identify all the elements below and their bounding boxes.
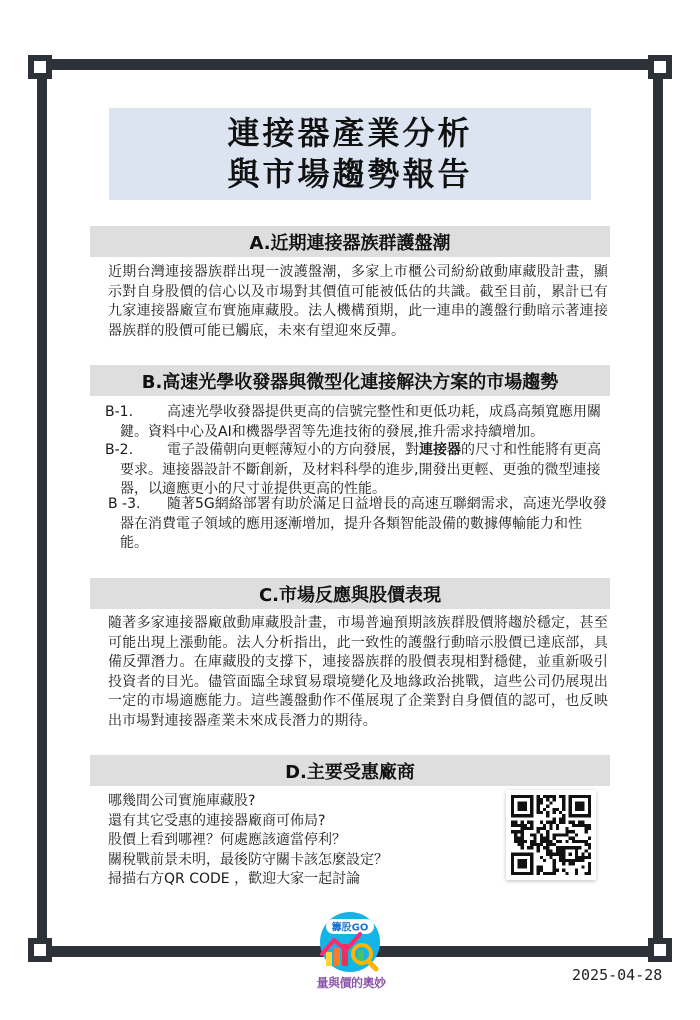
section-b-item-2-text-start: 電子設備朝向更輕薄短小的方向發展，對 [167,442,419,458]
section-b-item-2-text-bold: 連接器 [419,442,461,458]
logo-caption: 量與價的奧妙 [316,976,386,990]
frame-corner-bottom-left [28,938,52,962]
section-b-item-3 [105,495,607,554]
title-line-2: 與市場趨勢報告 [227,155,473,193]
frame-corner-bottom-right [648,938,672,962]
section-a-heading: A.近期連接器族群護盤潮 [90,226,610,257]
frame-corner-top-right [648,55,672,79]
section-c-body: 隨著多家連接器廠啟動庫藏股計畫，市場普遍預期該族群股價將趨於穩定，甚至可能出現上漲動能。法人分析指出，此一致性的護盤行動暗示股價已達底部，具備反彈潛力。在庫藏股的支撐下，連接器族群的股價表現相對穩健，並重新吸引投資者的目光。儘管面臨全球貿易環境變化及地緣政治挑戰，這些公司仍展現出一定的市場適應能力。這些護盤動作不僅展現了企業對自身價值的認可，也反映出市場對連接器產業未來成長潛力的期待。 [108,615,608,729]
section-a-body: 近期台灣連接器族群出現一波護盤潮，多家上市櫃公司紛紛啟動庫藏股計畫，顯示對自身股價的信心以及市場對其價值可能被低估的共識。截至目前，累計已有九家連接器廠宣布實施庫藏股。法人機構預期，此一連串的護盤行動暗示著連接器族群的股價可能已觸底，未來有望迎來反彈。 [108,264,608,339]
question-item: 哪幾間公司實施庫藏股? [108,793,256,809]
section-b-item-2 [105,441,607,500]
section-b-item-1 [105,403,607,442]
section-b-item-3-label: B -3. [108,496,141,512]
section-b-item-3-text: 隨著5G網絡部署有助於滿足日益增長的高速互聯網需求，高速光學收發器在消費電子領域的應用逐漸增加，提升各類智能設備的數據傳輸能力和性能。 [120,496,607,551]
section-b-heading: B.高速光學收發器與微型化連接解決方案的市場趨勢 [90,365,610,396]
title-line-1: 連接器產業分析 [227,114,473,152]
qr-code[interactable] [506,790,596,880]
qr-code-icon [511,795,591,875]
section-b-item-2-text [105,441,607,500]
question-item: 還有其它受惠的連接器廠商可佈局? [108,812,326,829]
question-item: 掃描右方QR CODE ，歡迎大家一起討論 [108,871,361,887]
section-b-item-2-text-end: 的尺寸和性能將有更高要求。連接器設計不斷創新，及材料科學的進步,開發出更輕、更強的微型連接器，以適應更小的尺寸並提供更高的性能。 [120,442,601,497]
frame-right [653,59,663,957]
frame-left [37,59,47,957]
logo-badge-text: 籌股GO [331,922,369,934]
question-list [108,792,488,890]
frame-corner-top-left [28,55,52,79]
section-b-item-2-label: B-2. [105,442,134,458]
section-b-item-1-text: 高速光學收發器提供更高的信號完整性和更低功耗，成爲高頻寬應用關鍵。資料中心及AI和機器學習等先進技術的發展,推升需求持續增加。 [120,404,601,440]
question-item: 股價上看到哪裡？何處應該適當停利？ [108,832,346,848]
report-date: 2025-04-28 [572,966,663,984]
report-title [109,108,591,200]
section-d-heading: D.主要受惠廠商 [90,755,610,786]
section-c-heading: C.市場反應與股價表現 [90,578,610,609]
question-item: 關稅戰前景未明，最後防守關卡該怎麼設定？ [108,851,388,868]
frame-top [32,59,668,70]
section-b-item-1-label: B-1. [105,404,134,420]
